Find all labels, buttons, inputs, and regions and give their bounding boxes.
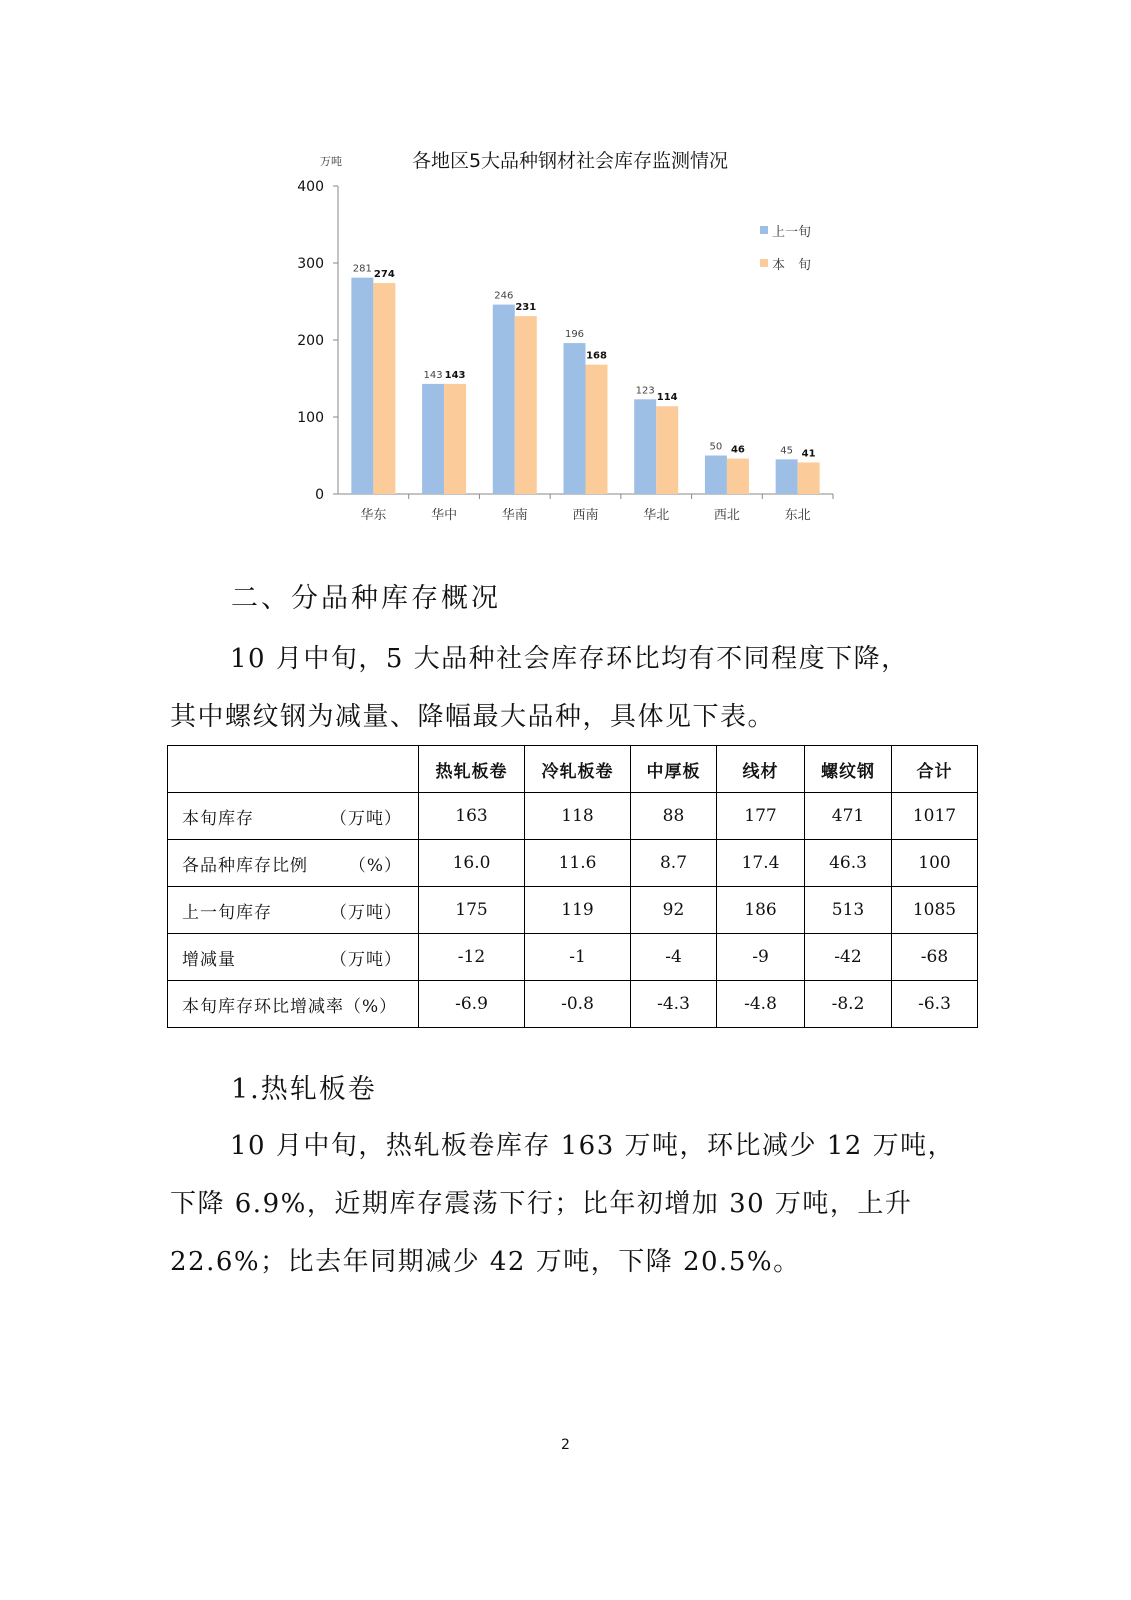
table-row — [168, 793, 978, 840]
row-unit: （万吨） — [330, 902, 402, 923]
bar — [493, 305, 515, 494]
table-header-cell: 线材 — [717, 746, 805, 793]
bar — [776, 459, 798, 494]
table-cell: -68 — [892, 934, 978, 981]
bar — [515, 316, 537, 494]
row-label: 增减量 — [182, 949, 236, 970]
data-label: 168 — [586, 350, 607, 362]
table-cell: 163 — [419, 793, 525, 840]
regional-inventory-chart — [280, 130, 880, 550]
table-cell: 88 — [631, 793, 717, 840]
y-tick-label: 300 — [297, 256, 324, 272]
row-label-cell — [168, 793, 419, 840]
data-label: 46 — [730, 444, 745, 456]
row-unit: （%） — [348, 855, 402, 876]
data-label: 246 — [494, 290, 514, 302]
data-label: 231 — [515, 302, 537, 314]
paragraph-line: 10 月中旬，热轧板卷库存 163 万吨，环比减少 12 万吨， — [230, 1131, 956, 1161]
row-unit: （万吨） — [330, 808, 402, 829]
bar — [798, 462, 820, 494]
table-cell: -6.9 — [419, 981, 525, 1028]
table-cell: 177 — [717, 793, 805, 840]
x-tick-label: 华中 — [431, 508, 458, 523]
y-tick-label: 200 — [297, 333, 324, 349]
table-cell: 46.3 — [805, 840, 892, 887]
bar — [656, 406, 678, 494]
row-label: 上一旬库存 — [182, 902, 272, 923]
x-tick-label: 华东 — [360, 508, 387, 523]
table-cell: -4.3 — [631, 981, 717, 1028]
bar — [727, 459, 749, 494]
data-label: 50 — [709, 441, 723, 453]
data-label: 274 — [373, 269, 395, 281]
x-tick-label: 东北 — [784, 508, 811, 523]
bar — [634, 399, 656, 494]
section-heading: 二、分品种库存概况 — [231, 583, 501, 614]
legend-label: 上一旬 — [772, 225, 812, 240]
paragraph-line: 其中螺纹钢为减量、降幅最大品种，具体见下表。 — [170, 702, 776, 732]
table-row — [168, 934, 978, 981]
bar — [564, 343, 586, 494]
data-label: 41 — [801, 448, 816, 460]
row-label: 本旬库存环比增减率（%） — [182, 996, 398, 1017]
table-header-row — [168, 746, 978, 793]
table-header-cell: 合计 — [892, 746, 978, 793]
legend-swatch — [760, 259, 768, 267]
row-label: 各品种库存比例 — [182, 855, 308, 876]
bar — [705, 456, 727, 495]
table-cell: -4 — [631, 934, 717, 981]
row-label: 本旬库存 — [182, 808, 254, 829]
x-tick-label: 华北 — [643, 508, 670, 523]
table-cell: -6.3 — [892, 981, 978, 1028]
chart-title: 各地区5大品种钢材社会库存监测情况 — [411, 150, 729, 172]
y-tick-label: 100 — [297, 410, 324, 426]
bar — [444, 384, 466, 494]
inventory-table — [167, 745, 978, 1028]
table-header-cell: 中厚板 — [631, 746, 717, 793]
row-label-cell — [168, 981, 419, 1028]
table-header-cell: 热轧板卷 — [419, 746, 525, 793]
row-label-cell — [168, 934, 419, 981]
table-row — [168, 840, 978, 887]
table-header-cell: 螺纹钢 — [805, 746, 892, 793]
paragraph-line: 10 月中旬，5 大品种社会库存环比均有不同程度下降， — [230, 644, 909, 674]
table-cell: 1085 — [892, 887, 978, 934]
x-tick-label: 西北 — [713, 508, 740, 523]
data-label: 196 — [564, 329, 585, 341]
legend-label: 本 旬 — [772, 258, 812, 273]
bar — [351, 278, 373, 494]
table-cell: 17.4 — [717, 840, 805, 887]
table-cell: 471 — [805, 793, 892, 840]
table-cell: -0.8 — [525, 981, 631, 1028]
row-unit: （万吨） — [330, 949, 402, 970]
legend-swatch — [760, 226, 768, 234]
table-cell: 8.7 — [631, 840, 717, 887]
table-cell: 100 — [892, 840, 978, 887]
table-cell: -8.2 — [805, 981, 892, 1028]
y-axis-unit: 万吨 — [320, 155, 342, 168]
table-cell: 118 — [525, 793, 631, 840]
bar — [422, 384, 444, 494]
row-label-cell — [168, 840, 419, 887]
data-label: 45 — [780, 445, 794, 457]
bar — [373, 283, 395, 494]
table-row — [168, 887, 978, 934]
table-cell: -1 — [525, 934, 631, 981]
y-tick-label: 0 — [315, 487, 324, 503]
section-paragraph — [170, 630, 970, 746]
table-cell: 186 — [717, 887, 805, 934]
x-tick-label: 西南 — [572, 508, 599, 523]
table-cell: 92 — [631, 887, 717, 934]
table-header-cell: 冷轧板卷 — [525, 746, 631, 793]
paragraph-line: 下降 6.9%，近期库存震荡下行；比年初增加 30 万吨，上升 — [170, 1189, 913, 1219]
data-label: 123 — [635, 385, 655, 397]
table-cell: 16.0 — [419, 840, 525, 887]
x-tick-label: 华南 — [501, 508, 528, 523]
y-tick-label: 400 — [297, 179, 324, 195]
table-cell: 513 — [805, 887, 892, 934]
subsection-paragraph — [170, 1117, 970, 1291]
bar — [586, 365, 608, 494]
table-header-cell — [168, 746, 419, 793]
table-cell: 11.6 — [525, 840, 631, 887]
subsection-heading: 1.热轧板卷 — [231, 1074, 377, 1105]
table-cell: -42 — [805, 934, 892, 981]
table-cell: -4.8 — [717, 981, 805, 1028]
data-label: 114 — [656, 392, 678, 404]
data-label: 143 — [444, 369, 466, 381]
table-cell: 175 — [419, 887, 525, 934]
row-label-cell — [168, 887, 419, 934]
table-cell: -9 — [717, 934, 805, 981]
table-cell: 1017 — [892, 793, 978, 840]
data-label: 281 — [352, 263, 372, 275]
paragraph-line: 22.6%；比去年同期减少 42 万吨，下降 20.5%。 — [170, 1247, 801, 1277]
table-row — [168, 981, 978, 1028]
table-cell: 119 — [525, 887, 631, 934]
data-label: 143 — [423, 369, 443, 381]
page-number: 2 — [561, 1437, 570, 1453]
table-cell: -12 — [419, 934, 525, 981]
